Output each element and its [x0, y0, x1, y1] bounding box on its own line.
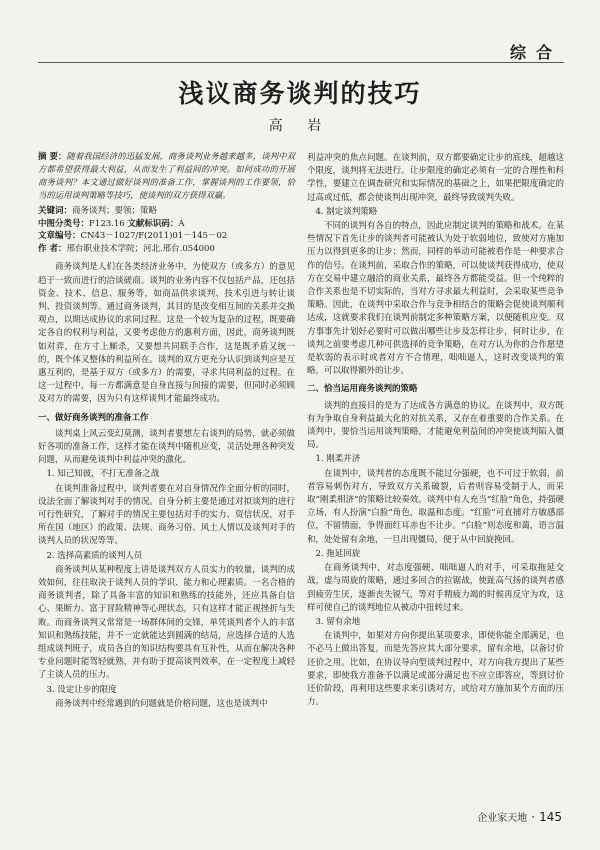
subsection-heading: 3. 设定让步的限度: [46, 684, 117, 695]
serial-label: 文章编号：: [38, 231, 81, 242]
subsection-heading: 3. 留有余地: [315, 616, 361, 627]
body-paragraph: 谈判的直接目的是为了达成各方满意的协议。在谈判中，双方既有为争取自身利益最大化的对抗关系，又存在着重要的合作关系。在谈判中，要恰当运用谈判策略，才能避免利益间的冲突使谈判陷入僵局。: [307, 400, 564, 451]
abstract-label: 摘 要：: [38, 151, 67, 161]
journal-name: 企业家天地: [477, 813, 528, 824]
body-paragraph: 商务谈判从某种程度上讲是谈判双方人员实力的较量，谈判的成效如何，往往取决于谈判人员的学识、能力和心理素质。一名合格的商务谈判者，除了具备丰富的知识和熟练的技能外，还应具备自信心、果断力、富于冒险精神等心理状态，只有这样才能正视挫折与失败。而商务谈判又常常是一场群体间的交锋，单凭谈判者个人的丰富知识和熟练技能，并不一定就能达到圆满的结局，应选择合适的人选组成谈判班子，成员各自的知识结构要具有互补性，从而在解决各种专业问题时能驾轻就熟，并有助于提高谈判效率，在一定程度上减轻了主谈人员的压力。: [38, 564, 295, 681]
section-tag: 综合: [509, 43, 562, 62]
body-paragraph: 在谈判中，谈判者的态度既不能过分强硬，也不可过于软弱，前者容易刺伤对方，导致双方关系破裂，后者则容易受制于人，而采取“刚柔相济”的策略比较奏效。谈判中有人充当“红脸”角色，持强硬立场，有人扮演“白脸”角色，取温和态度。“红脸”可直捕对方敏感部位，不留情面，争得面红耳赤也不让步。“白脸”则态度和蔼，语言温和，处处留有余地，一旦出现僵局，便于从中回旋挽回。: [307, 468, 564, 545]
body-paragraph: 商务谈判中经常遇到的问题就是价格问题，这也是谈判中: [55, 698, 268, 709]
body-paragraph: 谈判桌上风云变幻莫测，谈判者要想左右谈判的局势，就必须做好各项的准备工作，这样才能在谈判中随机应变，灵活处理各种突发问题，从而避免谈判中利益冲突的激化。: [38, 428, 295, 466]
section-heading: 二、恰当运用商务谈判的策略: [307, 384, 418, 395]
body-paragraph: 利益冲突的焦点问题。在谈判前，双方都要确定让步的底线，超越这个限度，谈判将无法进行。让步限度的确定必须有一定的合理性和科学性，要建立在调查研究和实际情况的基础之上，如果把限度确定的过高或过低，都会使谈判出现冲突，最终导致谈判失败。: [307, 153, 564, 203]
body-paragraph: 在谈判准备过程中，谈判者要在对自身情况作全面分析的同时，设法全面了解谈判对手的情况。自身分析主要是通过对拟谈判的进行可行性研究，了解对手的情况主要包括对手的实力、资信状况，对手所在国（地区）的政策、法规、商务习俗、风土人情以及谈判对手的谈判人员的状况等等。: [38, 483, 295, 547]
article-title: 浅议商务谈判的技巧: [178, 79, 422, 108]
article-author: 高 岩: [268, 118, 332, 134]
keywords-line: [38, 205, 295, 218]
intro-paragraph: 商务谈判是人们在各类经济业务中，为使双方（或多方）的意见趋于一致而进行的洽谈磋商。谈判的业务内容不仅包括产品，还包括资金、技术、信息、服务等，如商品供求谈判、技术引进与转让谈判、投资谈判等。通过商务谈判，其目的是改变相互间的关系并交换观点，以期达成协议的求同过程。这是一个较为复杂的过程，既要确定各自的权利与利益，又要考虑他方的惠利方面，因此，商务谈判既如对弈，在方寸上厮杀，又要想共同联手合作，这是既矛盾又统一的，既个体又整体的利益所在。谈判的双方更充分认识到谈判应是互惠互利的，是基于双方（或多方）的需要，寻求共同利益的过程。在这一过程中，每一方都满意是自身直接与间接的需要，但同时必须顾及对方的需要，因为只有这样谈判才能最终成功。: [38, 262, 295, 405]
subsection-heading: 2. 拖延回旋: [315, 548, 361, 559]
author-label: 作 者：: [38, 243, 67, 254]
clc-value: F123.16: [89, 218, 125, 229]
header-rule: [38, 62, 564, 63]
abstract: [38, 150, 295, 202]
classification-line: [38, 218, 295, 231]
doccode-value: A: [178, 218, 185, 229]
affiliation-value: 邢台职业技术学院；河北.邢台.054000: [66, 243, 215, 254]
keywords-label: 关键词：: [38, 206, 73, 216]
subsection-heading: 2. 选择高素质的谈判人员: [46, 550, 143, 561]
keywords-value: 商务谈判；要领；策略: [72, 206, 158, 216]
abstract-text: 随着我国经济的迅猛发展，商务谈判业务越来越多，谈判中双方都希望获得最大利益，从而发生了利益间的冲突。如何成功的开展商务谈判？本文通过做好谈判的准备工作，掌握谈判的工作要领，恰当的运用谈判策略等技巧，使谈判的双方获得双赢。: [38, 151, 295, 200]
right-column: [307, 152, 564, 709]
author-line: [38, 243, 295, 256]
left-column: [38, 150, 295, 711]
body-paragraph: 在商务谈判中，对态度强硬、咄咄逼人的对手，可采取拖延交战，虚与周旋的策略，通过多回合的拉锯战，使趾高气扬的谈判者感到疲劳生厌，逐渐丧失锐气，等对手精疲力竭的时候再反守为攻，这样可使自己的谈判地位从被动中扭转过来。: [307, 563, 564, 613]
body-paragraph: 在谈判中，如果对方向你提出某项要求，即使你能全部满足，也不必马上做出答复，而是先答应其大部分要求，留有余地，以备讨价还价之用。比如，在协议导向型谈判过程中，对方向我方提出了某些要求，即使我方准备予以满足或部分满足也不应立即答应，等到讨价还价阶段，再利用这些要求来引诱对方，或给对方施加某个方面的压力。: [307, 631, 564, 708]
serial-value: CN43－1027/F(2011)01－145－02: [80, 231, 228, 242]
page-footer: 企业家天地 · 145: [477, 810, 562, 824]
doccode-label: 文献标识码：: [127, 218, 179, 229]
subsection-heading: 4. 制定谈判策略: [315, 206, 378, 217]
subsection-heading: 1. 知己知彼，不打无准备之战: [46, 469, 160, 480]
body-paragraph: 不同的谈判有各自的特点，因此应制定谈判的策略和战术。在某些情况下首先让步的谈判者可能被认为处于软弱地位，致使对方施加压力以得到更多的让步；然而，同样的举动可能被看作是一种要求合作的信号。在谈判前，采取合作的策略，可以使谈判获得成功，使双方在交易中建立融洽的商业关系，最终各方都能受益。但一个纯粹的合作关系也是不切实际的，当对方寻求最大利益时，会采取某些竞争策略。因此，在谈判中采取合作与竞争相结合的策略会促使谈判顺利达成，这就要求我们在谈判前制定多种策略方案，以便随机应变。双方事事先计划好必要时可以做出哪些让步及怎样让步，何时让步，在谈判之前要考虑几种可供选择的竞争策略，在对方认为你的合作愿望是软弱的表示时或者对方不合情理，咄咄逼人，这时改变谈判的策略，可以取得额外的让步。: [307, 221, 564, 377]
page-number: 145: [539, 810, 562, 824]
serial-line: [38, 230, 295, 243]
subsection-heading: 1. 刚柔并济: [315, 454, 361, 465]
section-heading: 一、做好商务谈判的准备工作: [38, 412, 149, 423]
clc-label: 中图分类号：: [38, 218, 90, 229]
